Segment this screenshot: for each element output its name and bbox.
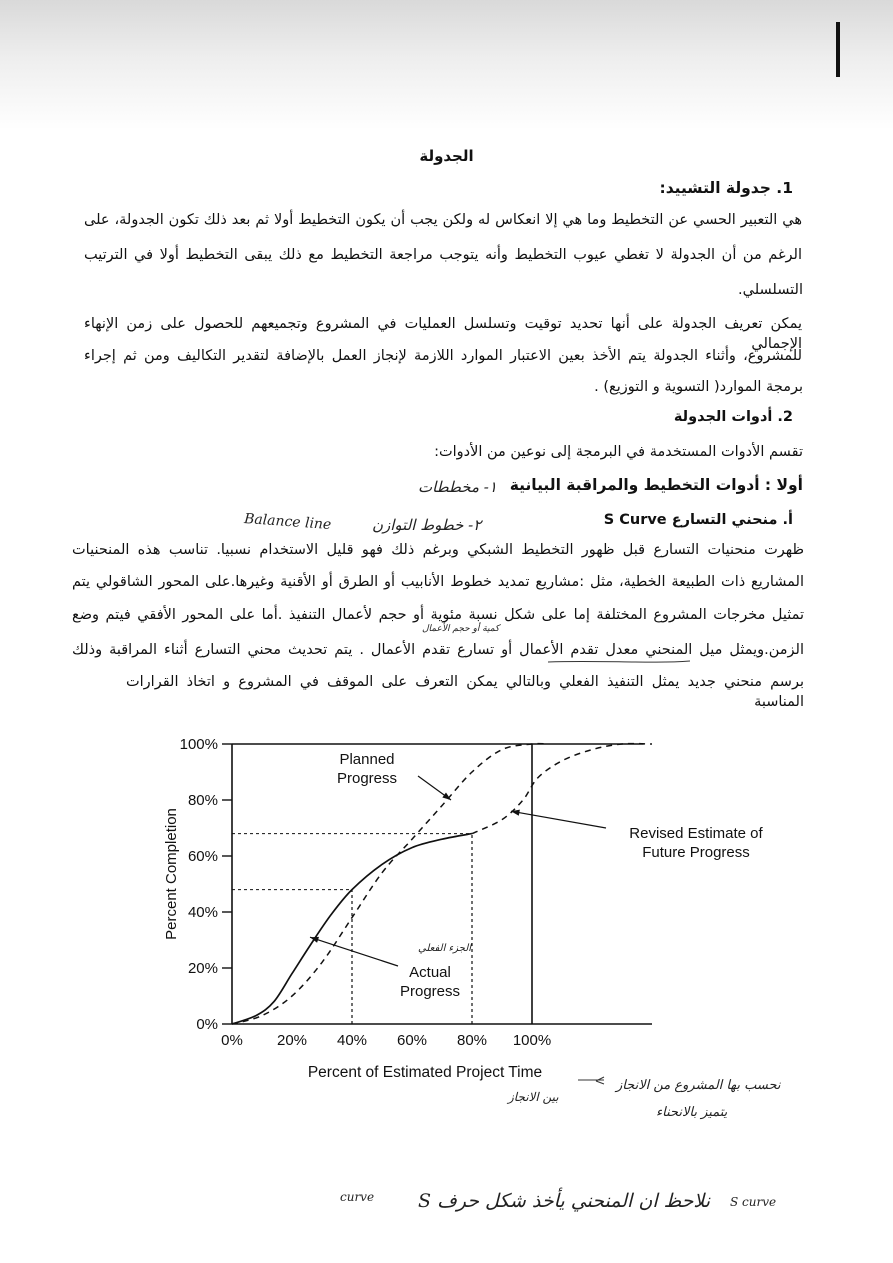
x-tick-label: 20% (276, 1032, 308, 1049)
section1-para1-line2: الرغم من أن الجدولة لا تغطي عيوب التخطيط وأنه يتوجب مراجعة التخطيط مع ذلك يبقى التخطيط أولا في الترتيب (84, 247, 802, 263)
section2-para-line5: برسم منحني جديد يمثل التنفيذ الفعلي وبالتالي يمكن التعرف على الموقف في المشروع و اتخاذ القرارات المناسبة (126, 674, 804, 710)
section1-para2-line3: برمجة الموارد( التسوية و التوزيع) . (594, 379, 803, 395)
section1-para2-line2: للمشروع، وأثناء الجدولة يتم الأخذ بعين الاعتبار الموارد اللازمة لإنجاز العمل بالإضافة لتقدير التكاليف ومن ثم إجراء (84, 348, 802, 364)
section2-intro: تقسم الأدوات المستخدمة في البرمجة إلى نوعين من الأدوات: (434, 444, 803, 460)
s-curve-chart (150, 728, 830, 1098)
section1-para1-line1: هي التعبير الحسي عن التخطيط وما هي إلا انعكاس له ولكن يجب أن يكون التخطيط أولا ثم بعد ذلك تكون الجدولة، على (84, 212, 802, 228)
y-axis-label: Percent Completion (163, 808, 180, 940)
x-tick-label: 100% (512, 1032, 552, 1049)
handwritten-note-7: يتميز بالانحناء (656, 1105, 728, 1120)
revised-estimate-arrow (511, 811, 606, 828)
section2-subheading: أولا : أدوات التخطيط والمراقبة البيانية (509, 476, 803, 494)
x-tick-label: 0% (221, 1032, 243, 1049)
section1-para2-line1: يمكن تعريف الجدولة على أنها تحديد توقيت وتسلسل العمليات في المشروع وتجميعهم للحصول على زمن الإنهاء الإجمالي (84, 316, 802, 352)
handwritten-note-1: ١- مخططات (418, 478, 497, 496)
section2-para-line4: الزمن.ويمثل ميل المنحني معدل تقدم الأعمال أو تسارع تقدم الأعمال . يتم تحديث محني التسارع أثناء المراقبة وذلك (72, 642, 804, 658)
x-tick-label: 80% (456, 1032, 488, 1049)
section1-heading: 1. جدولة التشييد: (659, 179, 793, 197)
x-tick-label: 40% (336, 1032, 368, 1049)
section2-para-line3: تمثيل مخرجات المشروع المختلفة إما على شكل نسبة مئوية أو حجم لأعمال التنفيذ .أما على المحور الأفقي فيتم وضع (72, 607, 804, 623)
section2-para-line2: المشاريع ذات الطبيعة الخطية، مثل :مشاريع تمديد خطوط الأنابيب أو الطرق أو الأقنية وغيرها.على المحور الشاقولي يتم (72, 574, 804, 590)
y-tick-label: 100% (179, 736, 218, 753)
y-tick-label: 80% (187, 792, 218, 809)
y-tick-label: 0% (196, 1016, 218, 1033)
section2-item-a: أ. منحني التسارع S Curve (603, 512, 793, 528)
handwritten-note-5: نحسب بها المشروع من الانجاز (616, 1078, 781, 1093)
y-tick-label: 20% (187, 960, 218, 977)
actual-progress-label: Actual Progress (399, 964, 461, 1000)
handwritten-bottom-left: S curve (730, 1195, 777, 1209)
revised-estimate-label: Revised Estimate of Future Progress (629, 825, 763, 861)
section1-para1-line3: التسلسلي. (738, 282, 803, 298)
handwritten-note-2: ٢- خطوط التوازن (372, 516, 482, 534)
y-tick-label: 40% (187, 904, 218, 921)
handwritten-note-2-en: Balance line (243, 510, 332, 534)
y-tick-label: 60% (187, 848, 218, 865)
planned-progress-label: Planned Progress (336, 751, 398, 787)
chart-series (232, 744, 652, 1024)
handwritten-note-6: بين الانجاز (508, 1090, 559, 1104)
handwritten-bottom-note: نلاحظ ان المنحني يأخذ شكل حرف S (418, 1190, 711, 1212)
section2-para-line1: ظهرت منحنيات التسارع قبل ظهور التخطيط الشبكي وبرغم ذلك فهو قليل الاستخدام نسبيا. تناسب هذه المنحنيات (72, 542, 804, 558)
handwritten-note-4: الجزء الفعلي (418, 943, 472, 954)
actual-progress-arrow-head (310, 937, 319, 943)
chart-axes (232, 744, 652, 1024)
page-title: الجدولة (419, 147, 474, 165)
x-tick-label: 60% (396, 1032, 428, 1049)
x-axis-label: Percent of Estimated Project Time (307, 1064, 543, 1081)
handwritten-note-3: كمية أو حجم الأعمال (422, 624, 500, 634)
section2-heading: 2. أدوات الجدولة (673, 409, 793, 425)
chart-annotations (310, 751, 764, 1000)
handwritten-bottom-note-en: curve (340, 1190, 375, 1204)
